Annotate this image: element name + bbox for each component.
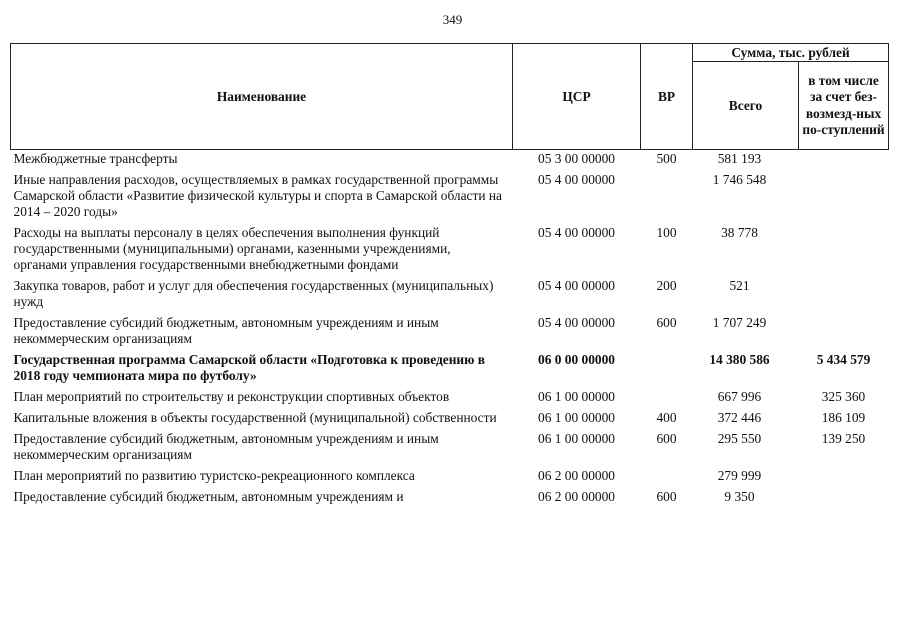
cell-name: Государственная программа Самарской области «Подготовка к проведению в 2018 году чемпионата мира по футболу» — [13, 352, 485, 383]
cell-free-receipts — [799, 315, 889, 352]
table-row — [11, 150, 889, 173]
cell-vr: 400 — [656, 410, 677, 425]
table-row — [11, 352, 889, 389]
table-row — [11, 278, 889, 315]
cell-name: Предоставление субсидий бюджетным, автономным учреждениям и — [13, 489, 404, 504]
cell-csr: 05 3 00 00000 — [538, 151, 615, 166]
header-free-receipts — [799, 62, 889, 150]
cell-name: Межбюджетные трансферты — [13, 151, 178, 166]
cell-name: Иные направления расходов, осуществляемых в рамках государственной программы Самарской области «Развитие физической культуры и спорта в Самарской области на 2014 – 2020 годы» — [13, 172, 502, 219]
header-total: Всего — [693, 62, 799, 150]
cell-name: План мероприятий по развитию туристско-рекреационного комплекса — [13, 468, 415, 483]
cell-free-receipts — [799, 172, 889, 225]
cell-csr: 06 1 00 00000 — [538, 389, 615, 404]
cell-vr — [641, 352, 693, 389]
cell-free-receipts — [799, 278, 889, 315]
cell-name: План мероприятий по строительству и реконструкции спортивных объектов — [13, 389, 450, 404]
cell-total: 9 350 — [724, 489, 755, 504]
cell-free-receipts: 186 109 — [821, 410, 866, 425]
cell-total: 372 446 — [717, 410, 762, 425]
cell-vr: 600 — [656, 489, 677, 504]
cell-csr: 06 2 00 00000 — [538, 489, 615, 504]
page-number: 349 — [442, 12, 463, 27]
cell-total: 1 707 249 — [712, 315, 767, 330]
cell-free-receipts — [799, 468, 889, 489]
cell-vr — [641, 389, 693, 410]
cell-free-receipts — [799, 489, 889, 510]
table-row — [11, 468, 889, 489]
cell-total: 279 999 — [717, 468, 762, 483]
table-row — [11, 489, 889, 510]
cell-free-receipts: 139 250 — [821, 431, 866, 446]
cell-free-receipts: 325 360 — [821, 389, 866, 404]
cell-total: 1 746 548 — [712, 172, 767, 187]
table-row — [11, 315, 889, 352]
table-row — [11, 431, 889, 468]
header-free-receipts-text: в том числе за счет без-возмезд-ных по-ступлений — [802, 72, 885, 137]
table-row — [11, 389, 889, 410]
cell-total: 295 550 — [717, 431, 762, 446]
cell-csr: 06 2 00 00000 — [538, 468, 615, 483]
cell-vr: 600 — [656, 315, 677, 330]
cell-name: Предоставление субсидий бюджетным, автономным учреждениям и иным некоммерческим организациям — [13, 315, 439, 346]
cell-csr: 06 1 00 00000 — [538, 431, 615, 446]
cell-csr: 06 1 00 00000 — [538, 410, 615, 425]
table-row — [11, 410, 889, 431]
header-name: Наименование — [11, 44, 513, 150]
cell-total: 581 193 — [717, 151, 762, 166]
cell-total: 667 996 — [717, 389, 762, 404]
cell-vr: 200 — [656, 278, 677, 293]
header-sum: Сумма, тыс. рублей — [693, 44, 889, 62]
cell-total: 38 778 — [721, 225, 758, 240]
cell-name: Предоставление субсидий бюджетным, автономным учреждениям и иным некоммерческим организациям — [13, 431, 439, 462]
cell-vr — [641, 468, 693, 489]
cell-csr: 05 4 00 00000 — [538, 278, 615, 293]
cell-free-receipts: 5 434 579 — [816, 352, 871, 367]
budget-table — [10, 43, 889, 510]
cell-name: Капитальные вложения в объекты государственной (муниципальной) собственности — [13, 410, 497, 425]
cell-name: Расходы на выплаты персоналу в целях обеспечения выполнения функций государственными (муниципальными) органами, казенными учреждениями, органами управления государственными внебюджетными фондами — [13, 225, 451, 272]
cell-csr: 05 4 00 00000 — [538, 172, 615, 187]
cell-vr: 600 — [656, 431, 677, 446]
cell-total: 521 — [729, 278, 750, 293]
cell-free-receipts — [799, 150, 889, 173]
table-row — [11, 225, 889, 278]
header-csr: ЦСР — [513, 44, 641, 150]
table-header — [11, 44, 889, 150]
header-vr: ВР — [641, 44, 693, 150]
cell-vr: 100 — [656, 225, 677, 240]
cell-free-receipts — [799, 225, 889, 278]
cell-csr: 05 4 00 00000 — [538, 315, 615, 330]
cell-vr: 500 — [656, 151, 677, 166]
cell-csr: 05 4 00 00000 — [538, 225, 615, 240]
table-row — [11, 172, 889, 225]
cell-csr: 06 0 00 00000 — [538, 352, 615, 367]
cell-vr — [641, 172, 693, 225]
cell-total: 14 380 586 — [709, 352, 770, 367]
cell-name: Закупка товаров, работ и услуг для обеспечения государственных (муниципальных) нужд — [13, 278, 494, 309]
table-body — [11, 150, 889, 511]
